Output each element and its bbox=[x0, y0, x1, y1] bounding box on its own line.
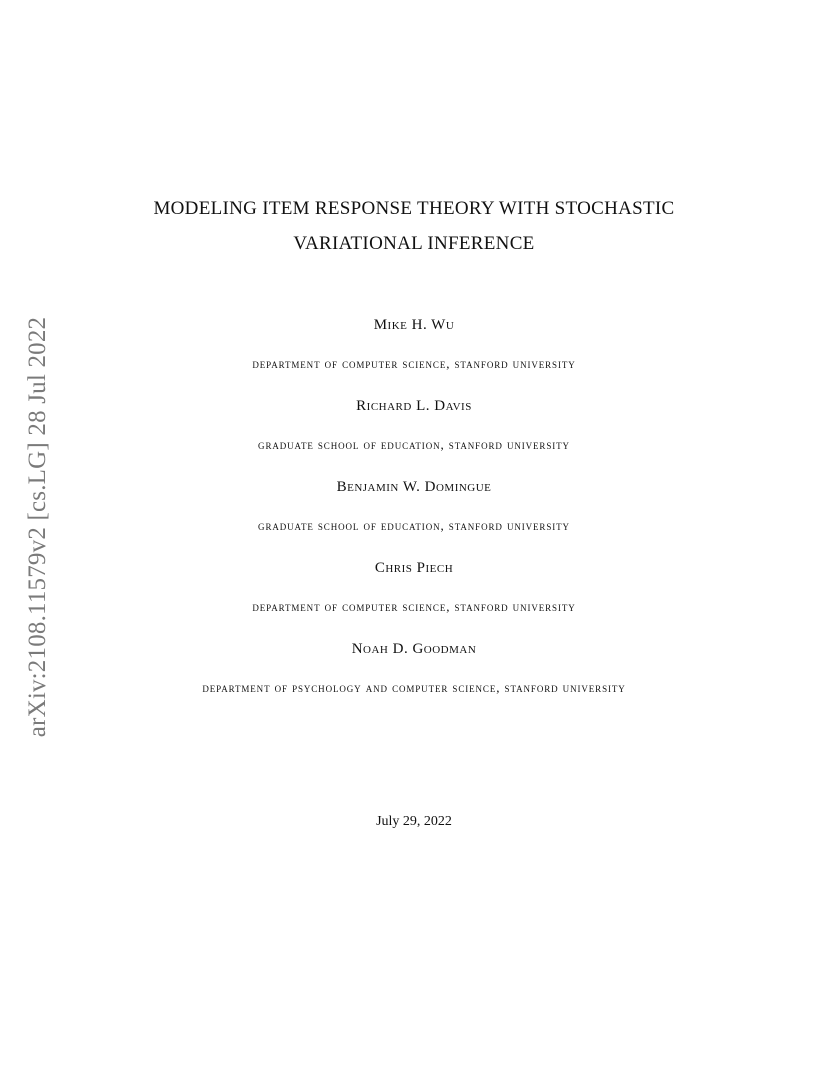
author-affiliation: department of computer science, stanford university bbox=[252, 356, 576, 371]
arxiv-identifier-stamp: arXiv:2108.11579v2 [cs.LG] 28 Jul 2022 bbox=[24, 316, 51, 738]
paper-date: July 29, 2022 bbox=[376, 814, 452, 829]
paper-title-line-2: VARIATIONAL INFERENCE bbox=[293, 233, 535, 254]
author-affiliation: graduate school of education, stanford university bbox=[258, 437, 570, 452]
author-name: Benjamin W. Domingue bbox=[336, 479, 492, 495]
author-affiliation: graduate school of education, stanford university bbox=[258, 518, 570, 533]
author-name: Richard L. Davis bbox=[356, 398, 472, 414]
paper-title-line-1: MODELING ITEM RESPONSE THEORY WITH STOCHASTIC bbox=[153, 198, 675, 219]
author-name: Chris Piech bbox=[374, 560, 454, 576]
author-name: Mike H. Wu bbox=[373, 317, 455, 333]
author-name: Noah D. Goodman bbox=[351, 641, 477, 657]
author-affiliation: department of psychology and computer science, stanford university bbox=[202, 680, 626, 695]
author-affiliation: department of computer science, stanford university bbox=[252, 599, 576, 614]
